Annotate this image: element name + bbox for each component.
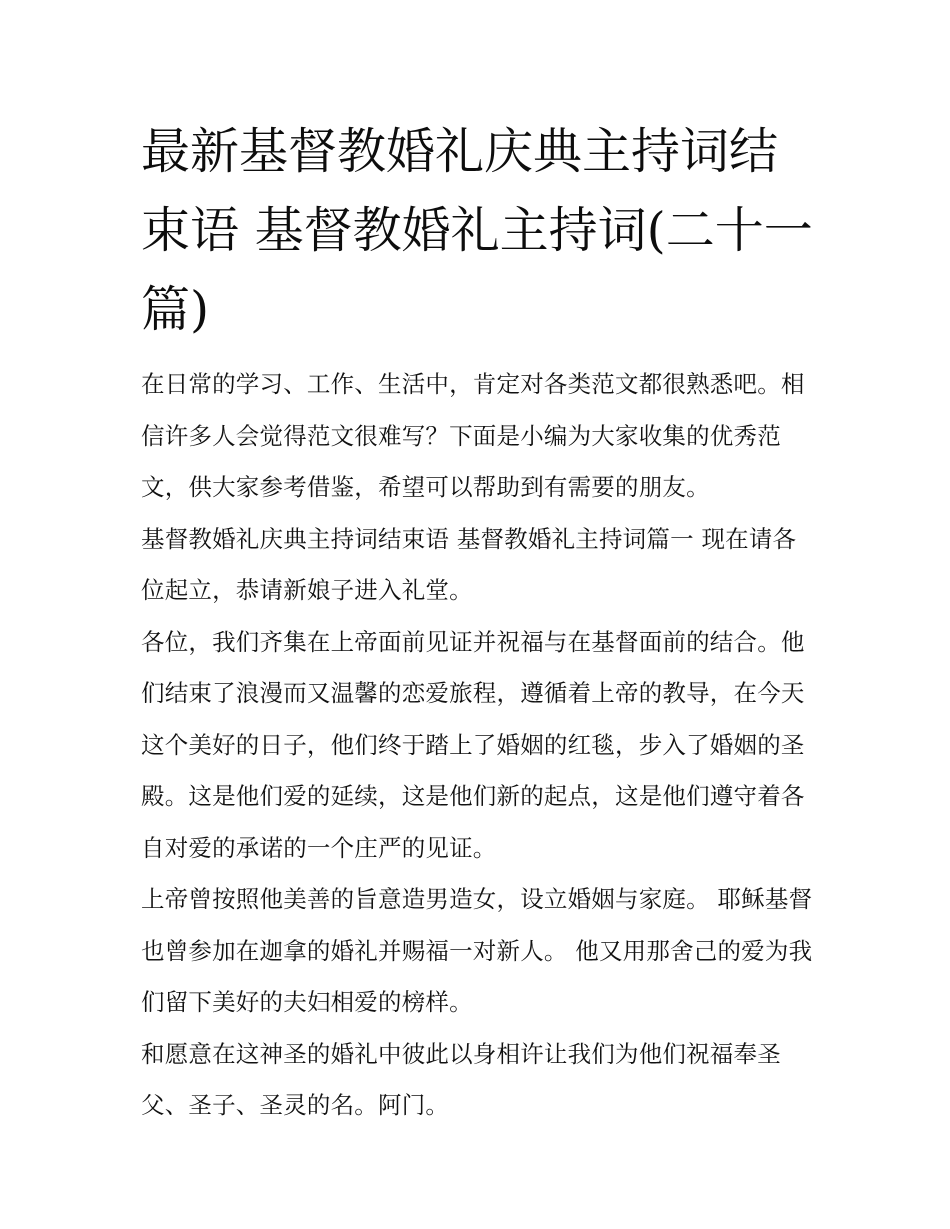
document-body [141, 359, 816, 1132]
paragraph-opening: 基督教婚礼庆典主持词结束语 基督教婚礼主持词篇一 现在请各位起立，恭请新娘子进入礼堂。 [141, 524, 797, 604]
paragraph-witness: 各位，我们齐集在上帝面前见证并祝福与在基督面前的结合。他们结束了浪漫而又温馨的恋爱旅程，遵循着上帝的教导，在今天这个美好的日子，他们终于踏上了婚姻的红毯，步入了婚姻的圣殿。这是他们爱的延续，这是他们新的起点，这是他们遵守着各自对爱的承诺的一个庄严的见证。 [141, 627, 805, 862]
document-title: 最新基督教婚礼庆典主持词结束语 基督教婚礼主持词(二十一篇) [141, 123, 813, 338]
paragraph-blessing: 和愿意在这神圣的婚礼中彼此以身相许让我们为他们祝福奉圣父、圣子、圣灵的名。阿门。 [141, 1039, 781, 1119]
document-page [141, 112, 816, 1132]
paragraph-intro: 在日常的学习、工作、生活中，肯定对各类范文都很熟悉吧。相信许多人会觉得范文很难写？下面是小编为大家收集的优秀范文，供大家参考借鉴，希望可以帮助到有需要的朋友。 [141, 370, 805, 501]
paragraph-marriage-origin: 上帝曾按照他美善的旨意造男造女，设立婚姻与家庭。 耶稣基督也曾参加在迦拿的婚礼并赐福一对新人。 他又用那舍己的爱为我们留下美好的夫妇相爱的榜样。 [141, 885, 813, 1016]
